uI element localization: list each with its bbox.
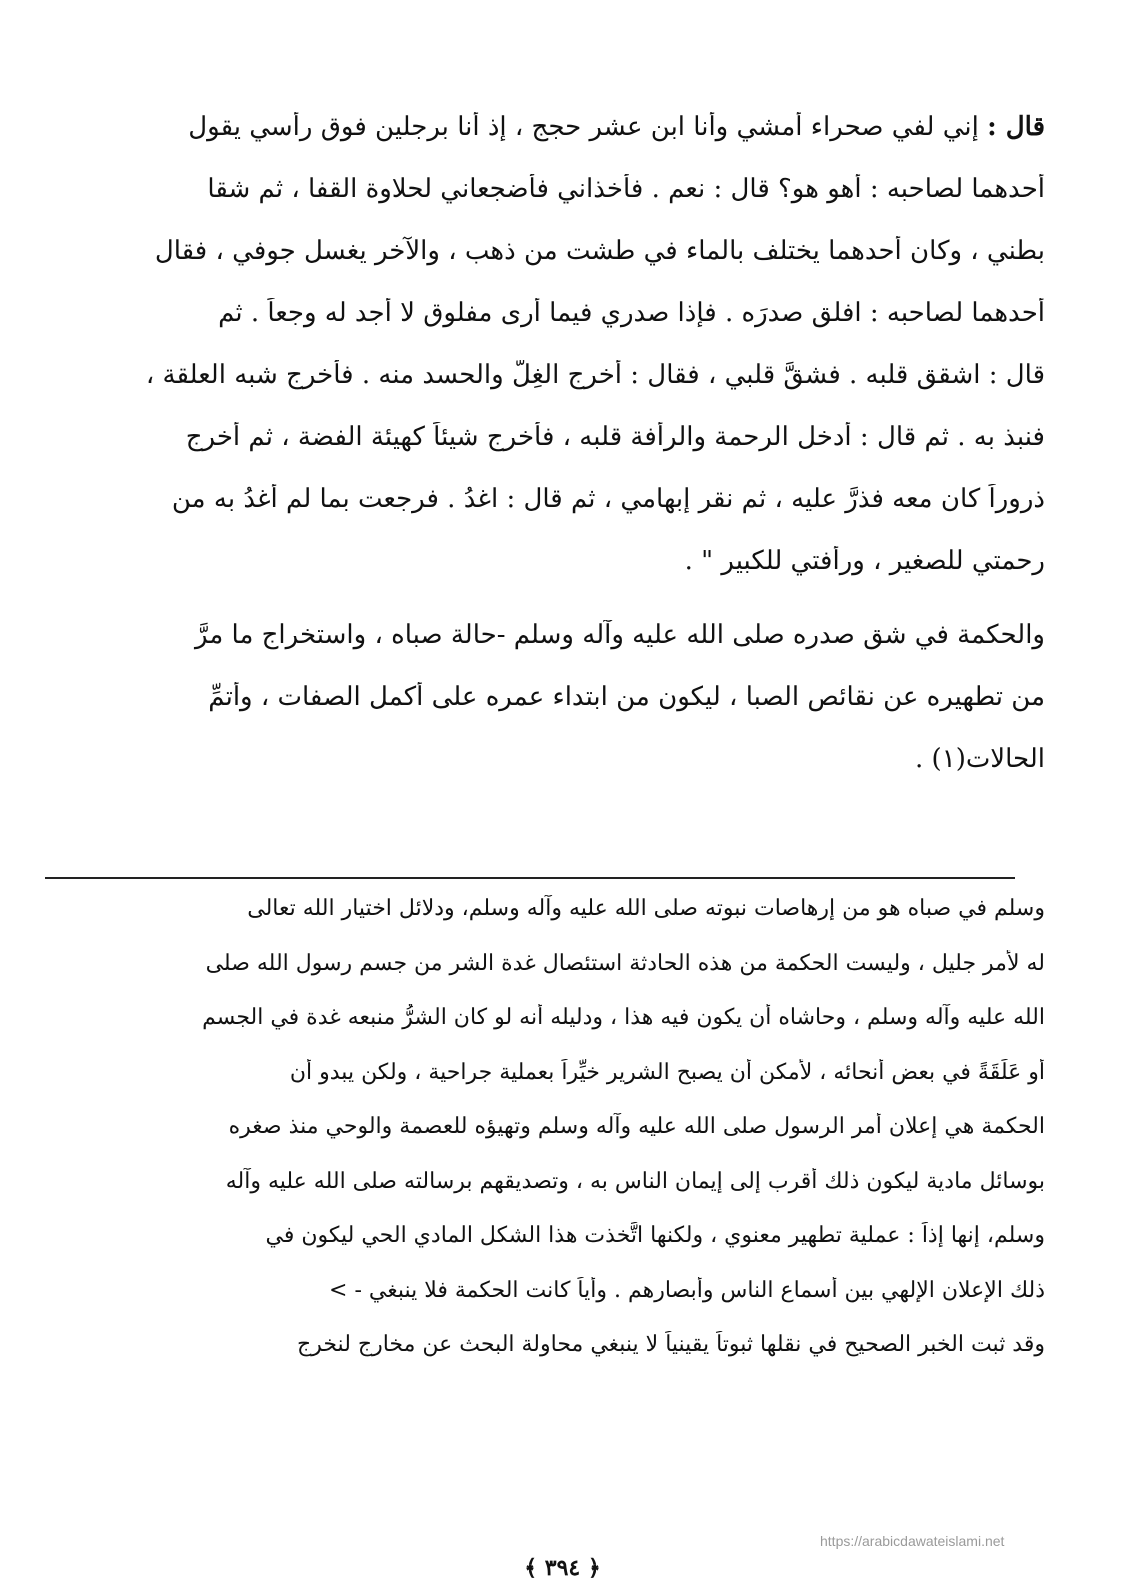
main-text-line: ذروراً كان معه فذرَّ عليه ، ثم نقر إبهامي ، ثم قال : اغدُ . فرجعت بما لم أغدُ به من: [171, 484, 1045, 514]
main-text-line: [45, 112, 1045, 174]
footnote-line: له لأمر جليل ، وليست الحكمة من هذه الحادثة استئصال غدة الشر من جسم رسول الله صلى: [205, 950, 1045, 976]
main-text-line: فنبذ به . ثم قال : أدخل الرحمة والرأفة قلبه ، فأخرج شيئاً كهيئة الفضة ، ثم أخرج: [185, 422, 1045, 452]
main-text-line-content: إني لفي صحراء أمشي وأنا ابن عشر حجج ، إذ أنا برجلين فوق رأسي يقول: [188, 112, 979, 142]
footnote-line: أو عَلَقَةً في بعض أنحائه ، لأمكن أن يصبح الشرير خيِّراً بعملية جراحية ، ولكن يبدو أن: [289, 1059, 1045, 1085]
footnote-line: وسلم، إنها إذاً : عملية تطهير معنوي ، ولكنها اتَّخذت هذا الشكل المادي الحي ليكون في: [265, 1223, 1045, 1248]
footnote-line: بوسائل مادية ليكون ذلك أقرب إلى إيمان الناس به ، وتصديقهم برسالته صلى الله عليه وآله: [225, 1168, 1045, 1194]
page-number-text: ﴿ ٣٩٤ ﴾: [524, 1555, 601, 1581]
watermark-url: https://arabicdawateislami.net: [820, 1533, 1005, 1549]
second-paragraph-line: والحكمة في شق صدره صلى الله عليه وآله وسلم -حالة صباه ، واستخراج ما مرَّ: [194, 620, 1045, 650]
footnote-line: ذلك الإعلان الإلهي بين أسماع الناس وأبصارهم . وأياً كانت الحكمة فلا ينبغي - >: [329, 1277, 1045, 1303]
paragraph-gap: [45, 608, 1045, 620]
footnote-line: الحكمة هي إعلان أمر الرسول صلى الله عليه وآله وسلم وتهيؤه للعصمة والوحي منذ صغره: [228, 1114, 1045, 1139]
footnote-separator: [45, 877, 1015, 879]
main-text-line: رحمتي للصغير ، ورأفتي للكبير " .: [684, 546, 1045, 576]
main-text-line: أحدهما لصاحبه : أهو هو؟ قال : نعم . فأخذاني فأضجعاني لحلاوة القفا ، ثم شقا: [207, 174, 1045, 204]
main-text-block: [45, 112, 1045, 806]
footnote-block: [45, 895, 1045, 1386]
lead-word: قال :: [987, 112, 1045, 142]
main-text-line: بطني ، وكان أحدهما يختلف بالماء في طشت من ذهب ، والآخر يغسل جوفي ، فقال: [154, 236, 1045, 266]
footnote-line: وسلم في صباه هو من إرهاصات نبوته صلى الله عليه وآله وسلم، ودلائل اختيار الله تعالى: [247, 896, 1045, 921]
second-paragraph-line: من تطهيره عن نقائص الصبا ، ليكون من ابتداء عمره على أكمل الصفات ، وأتمِّ: [208, 682, 1045, 712]
footnote-line: الله عليه وآله وسلم ، وحاشاه أن يكون فيه هذا ، ودليله أنه لو كان الشرُّ منبعه غدة في الجسم: [202, 1005, 1045, 1030]
second-paragraph-line: الحالات(١) .: [915, 744, 1045, 774]
page-number: [0, 1555, 1125, 1581]
main-text-line: أحدهما لصاحبه : افلق صدرَه . فإذا صدري فيما أرى مفلوق لا أجد له وجعاً . ثم: [218, 298, 1045, 328]
footnote-line: وقد ثبت الخبر الصحيح في نقلها ثبوتاً يقينياً لا ينبغي محاولة البحث عن مخارج لنخرج: [297, 1332, 1045, 1357]
main-text-line: قال : اشقق قلبه . فشقَّ قلبي ، فقال : أخرج الغِلَّ والحسد منه . فأخرج شبه العلقة ،: [145, 360, 1045, 390]
